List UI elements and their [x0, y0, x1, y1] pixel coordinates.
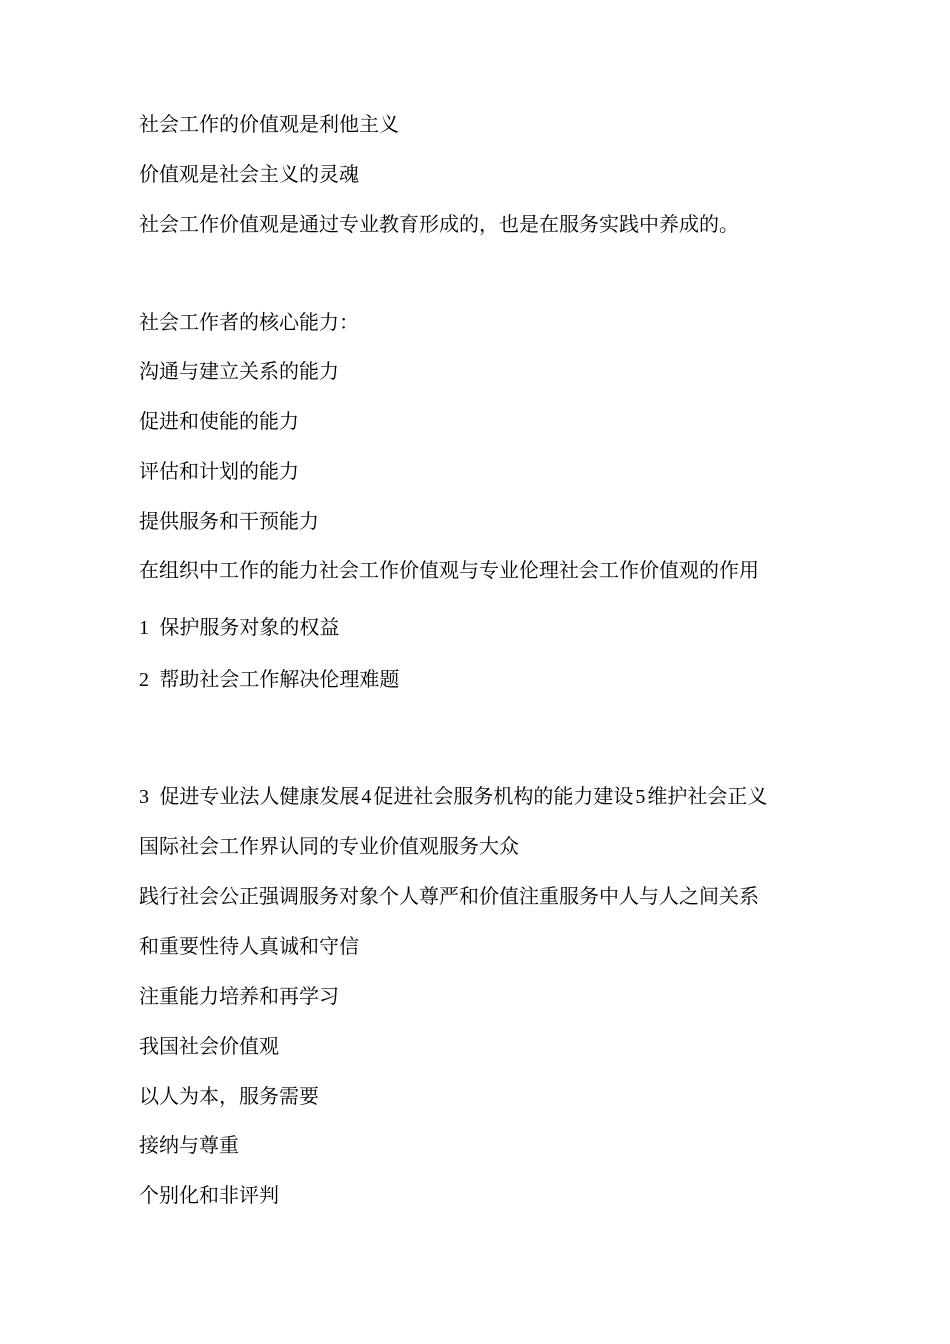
item-number: 5: [635, 786, 646, 808]
text-line: 在组织中工作的能力社会工作价值观与专业伦理社会工作价值观的作用: [139, 558, 759, 582]
text-line: 提供服务和干预能力: [139, 509, 319, 533]
text-line: 评估和计划的能力: [139, 459, 299, 483]
item-text: 促进专业法人健康发展: [159, 784, 360, 808]
text-line: 和重要性待人真诚和守信: [139, 934, 359, 958]
section-heading: 社会工作者的核心能力：: [139, 310, 359, 334]
item-text: 促进社会服务机构的能力建设: [373, 784, 634, 808]
text-line: 促进和使能的能力: [139, 409, 299, 433]
text-line: 价值观是社会主义的灵魂: [139, 162, 359, 186]
text-line: 践行社会公正强调服务对象个人尊严和价值注重服务中人与人之间关系: [139, 884, 759, 908]
item-number: 4: [361, 786, 372, 808]
item-number: 2: [139, 669, 149, 691]
item-text: 维护社会正义: [647, 784, 768, 808]
text-line: 个别化和非评判: [139, 1183, 279, 1207]
text-line: 沟通与建立关系的能力: [139, 359, 339, 383]
text-line: 社会工作价值观是通过专业教育形成的，也是在服务实践中养成的。: [139, 212, 739, 236]
numbered-item: [139, 784, 767, 809]
numbered-item: [139, 667, 399, 692]
text-line: 国际社会工作界认同的专业价值观服务大众: [139, 834, 519, 858]
numbered-item: [139, 615, 339, 640]
item-text: 帮助社会工作解决伦理难题: [159, 667, 400, 691]
section-heading: 我国社会价值观: [139, 1034, 279, 1058]
text-line: 社会工作的价值观是利他主义: [139, 112, 399, 136]
text-line: 注重能力培养和再学习: [139, 984, 339, 1008]
item-number: 1: [139, 617, 149, 639]
item-text: 保护服务对象的权益: [159, 615, 340, 639]
text-line: 接纳与尊重: [139, 1133, 239, 1157]
text-line: 以人为本，服务需要: [139, 1084, 319, 1108]
item-number: 3: [139, 786, 149, 808]
